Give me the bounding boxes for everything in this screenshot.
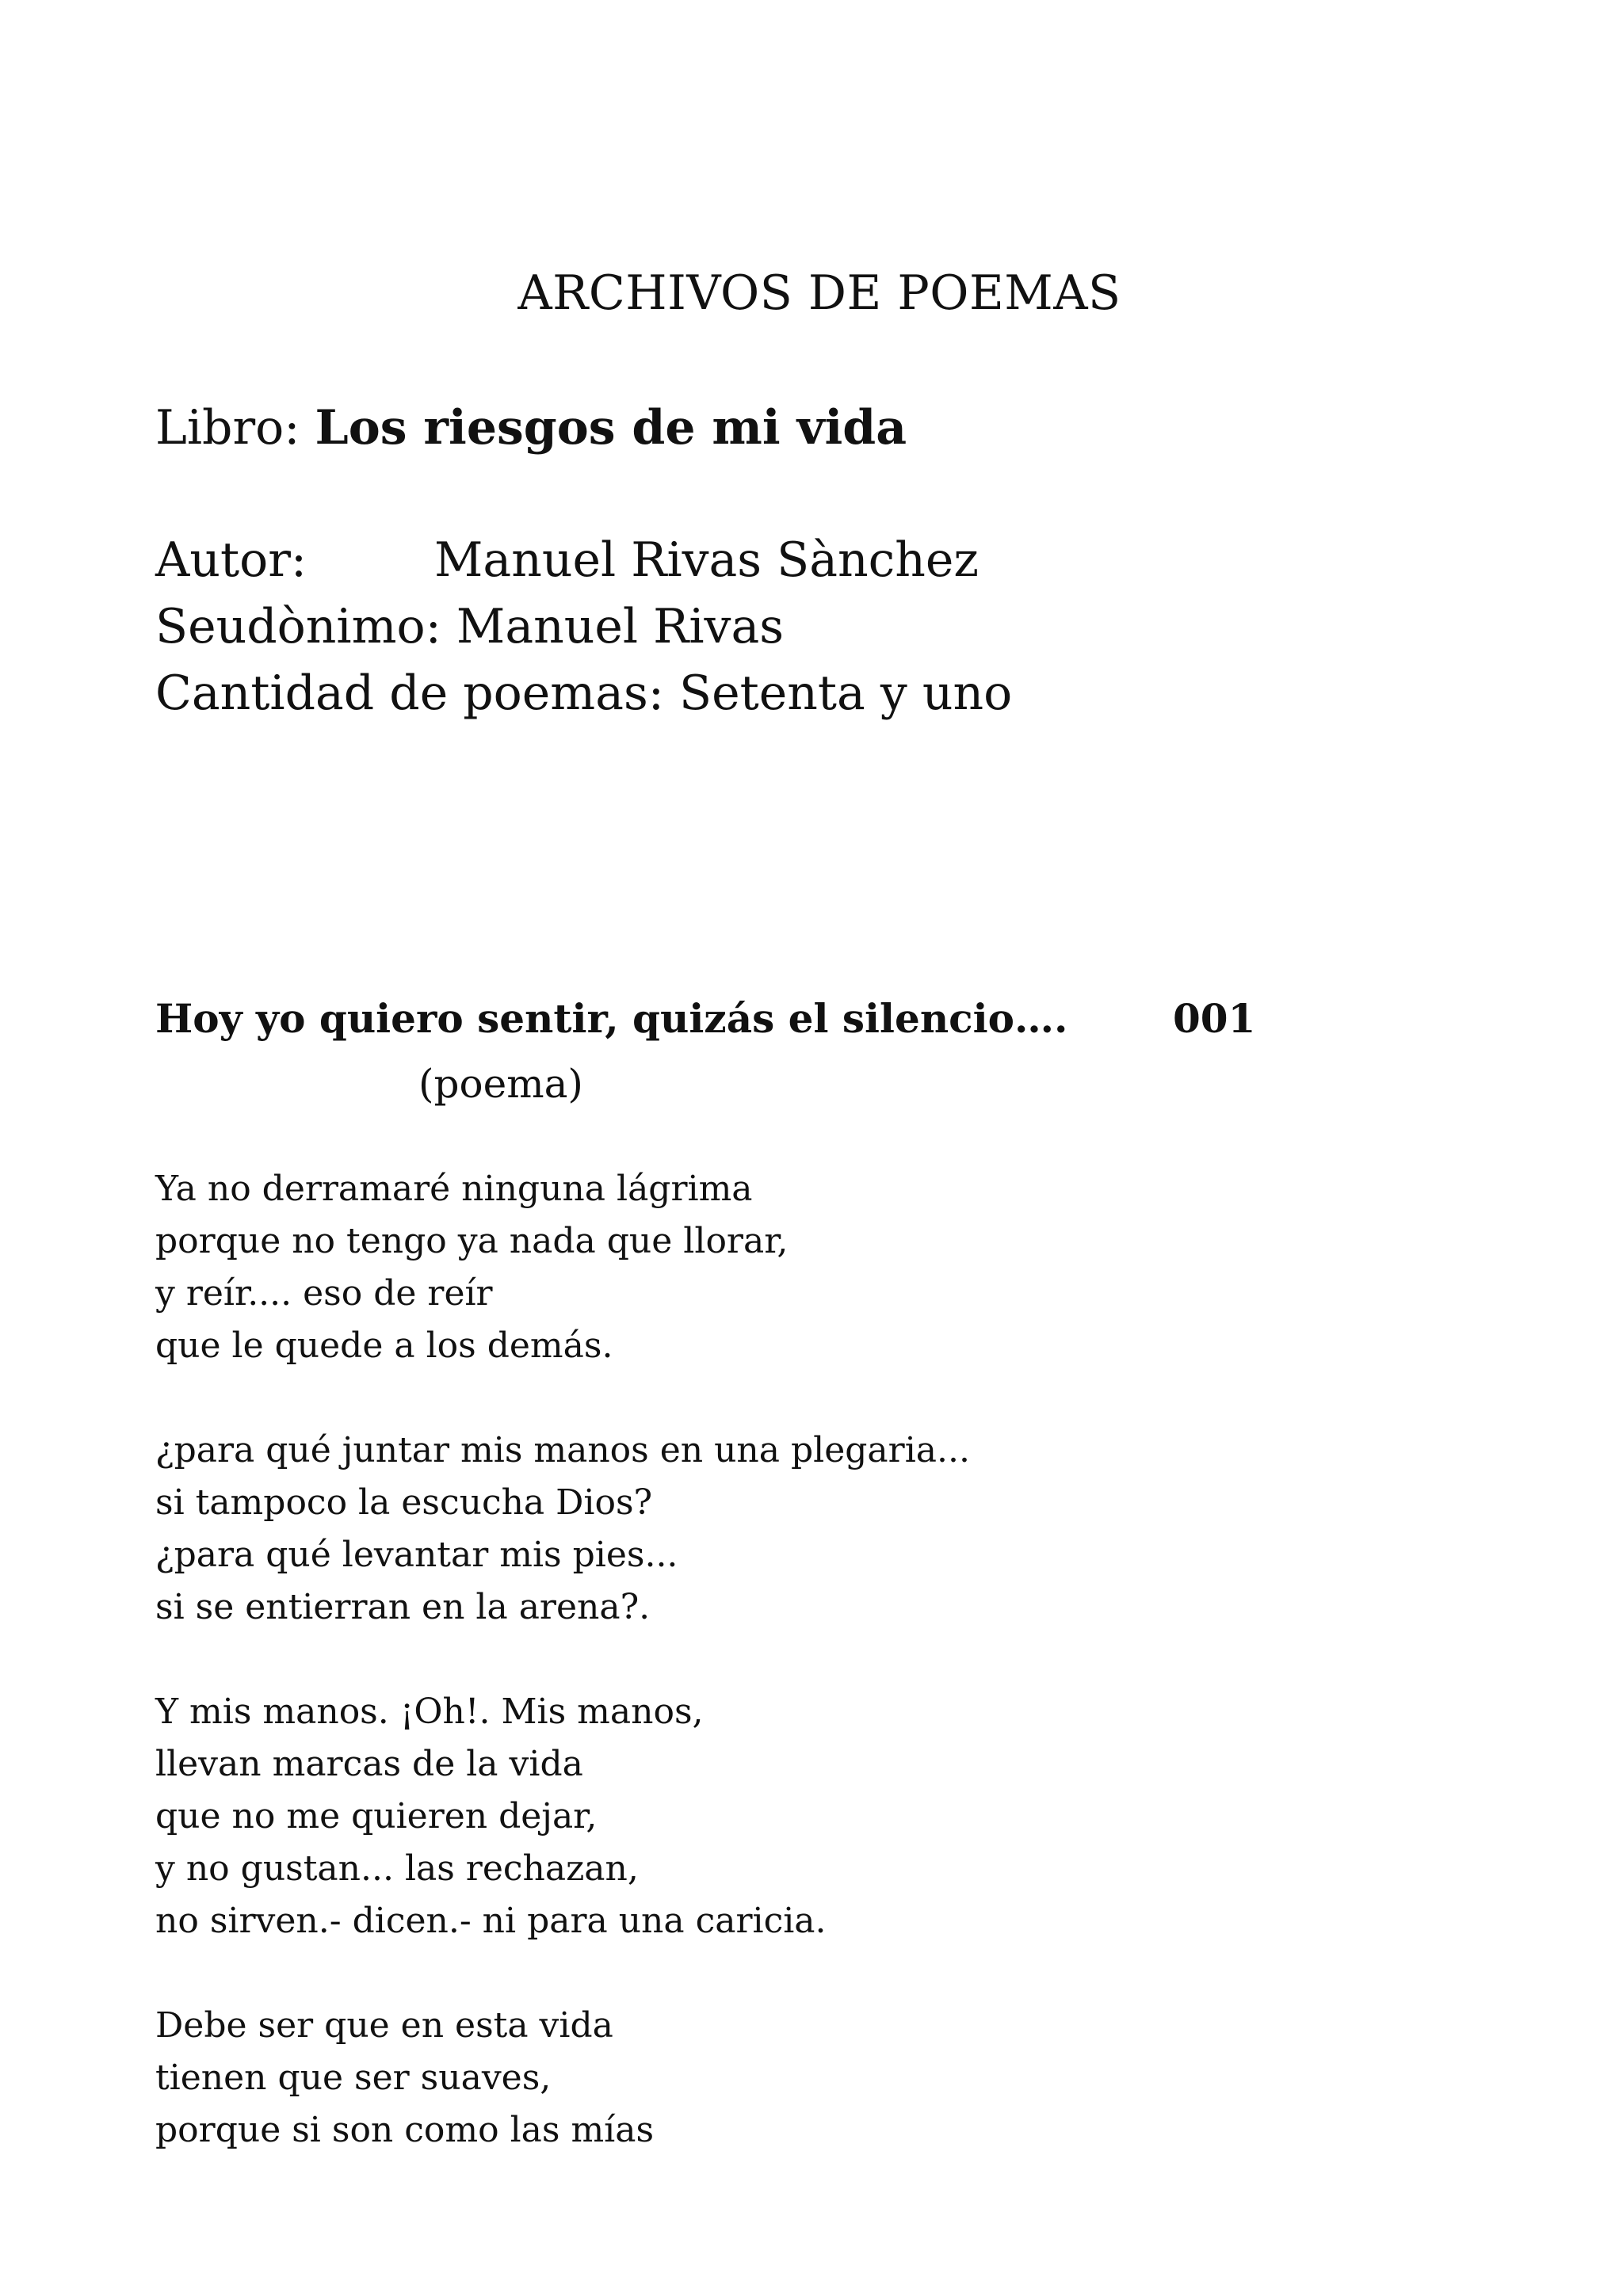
poem-verse: no sirven.- dicen.- ni para una caricia. xyxy=(155,1901,827,1941)
poem-header xyxy=(155,990,1265,1047)
poem-stanza xyxy=(155,2000,970,2157)
poem-verse: llevan marcas de la vida xyxy=(155,1744,583,1784)
book-metadata xyxy=(155,527,1012,727)
poem-body xyxy=(155,1163,970,2209)
poem-number: 001 xyxy=(1173,995,1256,1042)
poem-verse: tienen que ser suaves, xyxy=(155,2058,552,2098)
author-label: Autor: xyxy=(155,532,307,588)
poem-verse: que le quede a los demás. xyxy=(155,1325,613,1366)
poem-verse: ¿para qué levantar mis pies... xyxy=(155,1535,678,1575)
poem-verse: si se entierran en la arena?. xyxy=(155,1587,651,1627)
poem-verse: Ya no derramaré ninguna lágrima xyxy=(155,1169,753,1209)
poem-verse: y reír.... eso de reír xyxy=(155,1273,493,1314)
author-row xyxy=(155,527,1012,593)
document-heading: ARCHIVOS DE POEMAS xyxy=(517,265,1121,321)
poem-verse: Debe ser que en esta vida xyxy=(155,2005,613,2046)
poem-count-row: Cantidad de poemas: Setenta y uno xyxy=(155,666,1013,721)
author-name: Manuel Rivas Sànchez xyxy=(434,532,980,588)
poem-stanza xyxy=(155,1163,970,1372)
poem-verse: porque no tengo ya nada que llorar, xyxy=(155,1221,789,1261)
book-title: Los riesgos de mi vida xyxy=(315,400,907,456)
poem-subtitle: (poema) xyxy=(418,1061,583,1107)
poem-verse: ¿para qué juntar mis manos en una plegaria... xyxy=(155,1430,970,1470)
poem-title: Hoy yo quiero sentir, quizás el silencio…. xyxy=(155,995,1068,1042)
poem-verse: y no gustan... las rechazan, xyxy=(155,1848,639,1889)
poem-verse: si tampoco la escucha Dios? xyxy=(155,1482,653,1523)
poem-verse: porque si son como las mías xyxy=(155,2110,655,2150)
book-line xyxy=(155,396,907,460)
poem-verse: Y mis manos. ¡Oh!. Mis manos, xyxy=(155,1691,704,1732)
book-label: Libro: xyxy=(155,400,300,456)
poem-stanza xyxy=(155,1425,970,1634)
poem-stanza xyxy=(155,1686,970,1947)
pseudonym-row: Seudònimo: Manuel Rivas xyxy=(155,599,785,654)
poem-verse: que no me quieren dejar, xyxy=(155,1796,598,1836)
